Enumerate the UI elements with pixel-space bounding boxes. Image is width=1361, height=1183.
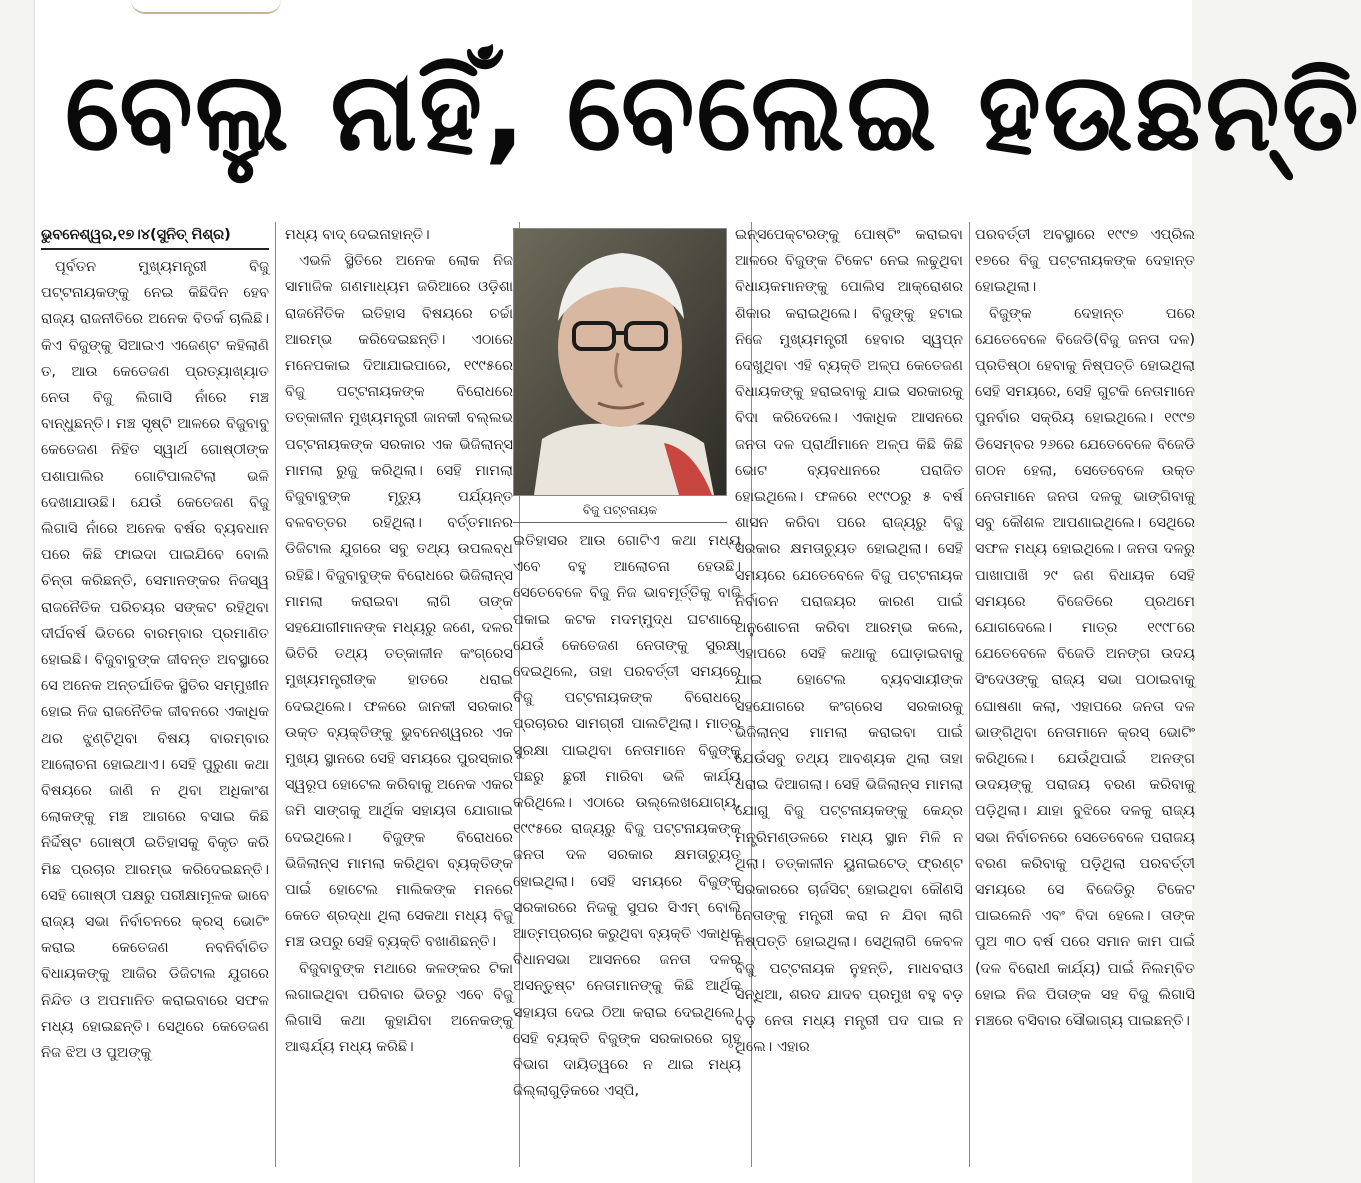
- article-column-4: [735, 222, 963, 1167]
- column-divider: [969, 222, 970, 1167]
- newspaper-page: [34, 0, 1361, 1183]
- paragraph: ମଧ୍ୟ ବାଦ୍ ଦେଇନାହାନ୍ତି।: [285, 227, 430, 243]
- paragraph: ପରବର୍ତ୍ତୀ ଅବସ୍ଥାରେ ୧୯୯୭ ଏପ୍ରିଲ ୧୭ରେ ବିଜୁ ପଟ୍ଟନାୟକଙ୍କ ଦେହାନ୍ତ ହୋଇଥିଲା।: [975, 227, 1195, 296]
- article-column-2: [285, 222, 513, 1167]
- photo-caption: ବିଜୁ ପଟ୍ଟନାୟକ: [513, 498, 727, 523]
- paragraph: ଏଭଳି ସ୍ଥିତିରେ ଅନେକ ଲୋକ ନିଜ ସାମାଜିକ ଗଣମାଧ୍ୟମ ଜରିଆରେ ଓଡ଼ିଶା ରାଜନୈତିକ ଇତିହାସ ବିଷୟରେ ଚର୍ଚ୍ଚା ଆରମ୍ଭ କରିଦେଇଛନ୍ତି। ଏଠାରେ ମନେପକାଇ ଦିଆଯାଇପାରେ, ୧୯୯୫ରେ ବିଜୁ ପଟ୍ଟନାୟକଙ୍କ ବିରୋଧରେ ତତ୍କାଳୀନ ମୁଖ୍ୟମନ୍ତ୍ରୀ ଜାନକୀ ବଲ୍ଲଭ ପଟ୍ଟନାୟକଙ୍କ ସରକାର ଏକ ଭିଜିଲାନ୍ସ ମାମଲା ରୁଜୁ କରିଥିଲା। ସେହି ମାମଲା ବିଜୁବାବୁଙ୍କ ମୃତ୍ୟୁ ପର୍ଯ୍ୟନ୍ତ ବଳବତ୍ତର ରହିଥିଲା। ବର୍ତ୍ତମାନର ଡିଜିଟାଲ ଯୁଗରେ ସବୁ ତଥ୍ୟ ଉପଲବ୍ଧ ରହିଛି। ବିଜୁବାବୁଙ୍କ ବିରୋଧରେ ଭିଜିଲାନ୍ସ ମାମଲା କରାଇବା ଲାଗି ତାଙ୍କ ସହଯୋଗୀମାନଙ୍କ ମଧ୍ୟରୁ ଜଣେ, ଦଳର ଭିତିରି ତଥ୍ୟ ତତ୍କାଳୀନ କଂଗ୍ରେସ ମୁଖ୍ୟମନ୍ତ୍ରୀଙ୍କ ହାତରେ ଧରାଇ ଦେଇଥିଲେ। ଫଳରେ ଜାନକୀ ସରକାର ଉକ୍ତ ବ୍ୟକ୍ତିଙ୍କୁ ଭୁବନେଶ୍ୱରର ଏକ ମୁଖ୍ୟ ସ୍ଥାନରେ ସେହି ସମୟରେ ପୁରସ୍କାର ସ୍ୱରୂପ ହୋଟେଲ କରିବାକୁ ଅନେକ ଏକର ଜମି ସାଙ୍ଗକୁ ଆର୍ଥିକ ସହାୟତା ଯୋଗାଇ ଦେଇଥିଲେ। ବିଜୁଙ୍କ ବିରୋଧରେ ଭିଜିଲାନ୍ସ ମାମଲା କରିଥିବା ବ୍ୟକ୍ତିଙ୍କ ପାଇଁ ହୋଟେଲ ମାଲିକଙ୍କ ମନରେ କେତେ ଶ୍ରଦ୍ଧା ଥିଲା ସେକଥା ମଧ୍ୟ ବିଜୁ ମଞ୍ଚ ଉପରୁ ସେହି ବ୍ୟକ୍ତି ବଖାଣିଛନ୍ତି।: [285, 253, 513, 951]
- article-column-3: [513, 528, 741, 1167]
- paragraph: ଇନ୍ସପେକ୍ଟରଙ୍କୁ ପୋଷ୍ଟିଂ କରାଇବା ଆଳରେ ବିଜୁଙ୍କ ଟିକେଟ ନେଇ ଲଢୁଥିବା ବିଧାୟକମାନଙ୍କୁ ପୋଲିସ ଆକ୍ରୋଶର ଶିକାର କରାଇଥିଲେ। ବିଜୁଙ୍କୁ ହଟାଇ ନିଜେ ମୁଖ୍ୟମନ୍ତ୍ରୀ ହେବାର ସ୍ୱପ୍ନ ଦେଖୁଥିବା ଏହି ବ୍ୟକ୍ତି ଅଳ୍ପ କେତେଜଣ ବିଧାୟକଙ୍କୁ ହରାଇବାକୁ ଯାଇ ସରକାରକୁ ବିଦା କରିଦେଲେ। ଏକାଧିକ ଆସନରେ ଜନତା ଦଳ ପ୍ରାର୍ଥୀମାନେ ଅଳ୍ପ କିଛି କିଛି ଭୋଟ ବ୍ୟବଧାନରେ ପରାଜିତ ହୋଇଥିଲେ। ଫଳରେ ୧୯୯୦ରୁ ୫ ବର୍ଷ ଶାସନ କରିବା ପରେ ରାଜ୍ୟରୁ ବିଜୁ ସରକାର କ୍ଷମତାଚ୍ୟୁତ ହୋଇଥିଲା। ସେହି ସମୟରେ ଯେତେବେଳେ ବିଜୁ ପଟ୍ଟନାୟକ ନିର୍ବାଚନ ପରାଜୟର କାରଣ ପାଇଁ ଅନୁଶୋଚନା କରିବା ଆରମ୍ଭ କଲେ, ଏହାପରେ ସେହି କଥାକୁ ଘୋଡ଼ାଇବାକୁ ଯାଇ ହୋଟେଲ ବ୍ୟବସାୟୀଙ୍କ ସହଯୋଗରେ କଂଗ୍ରେସ ସରକାରକୁ ଭିଜିଲାନ୍ସ ମାମଲା କରାଇବା ପାଇଁ ଯେଉଁସବୁ ତଥ୍ୟ ଆବଶ୍ୟକ ଥିଲା ତାହା ଧରାଇ ଦିଆଗଲା। ସେହି ଭିଜିଲାନ୍ସ ମାମଲା ଯୋଗୁ ବିଜୁ ପଟ୍ଟନାୟକଙ୍କୁ କେନ୍ଦ୍ର ମନ୍ତ୍ରିମଣ୍ଡଳରେ ମଧ୍ୟ ସ୍ଥାନ ମିଳି ନ ଥିଲା। ତତ୍କାଳୀନ ୟୁନାଇଟେଡ୍ ଫ୍ରଣ୍ଟ ସରକାରରେ ଚାର୍ଜସିଟ୍ ହୋଇଥିବା କୌଣସି ନେତାଙ୍କୁ ମନ୍ତ୍ରୀ କରା ନ ଯିବା ଲାଗି ନିଷ୍ପତ୍ତି ହୋଇଥିଲା। ସେଥିଲାଗି କେବଳ ବିଜୁ ପଟ୍ଟନାୟକ ନୁହନ୍ତି, ମାଧବରାଓ ସିନ୍ଧିଆ, ଶରଦ ଯାଦବ ପ୍ରମୁଖ ବହୁ ବଡ଼ ବଡ଼ ନେତା ମଧ୍ୟ ମନ୍ତ୍ରୀ ପଦ ପାଇ ନ ଥିଲେ। ଏହାର: [735, 227, 963, 1056]
- paragraph: ପୂର୍ବତନ ମୁଖ୍ୟମନ୍ତ୍ରୀ ବିଜୁ ପଟ୍ଟନାୟକଙ୍କୁ ନେଇ କିଛିଦିନ ହେବ ରାଜ୍ୟ ରାଜନୀତିରେ ଅନେକ ବିତର୍କ ଚାଲିଛି। କିଏ ବିଜୁଙ୍କୁ ସିଆଇଏ ଏଜେଣ୍ଟ କହିଲାଣି ତ, ଆଉ କେତେଜଣ ପ୍ରତ୍ୟାଖ୍ୟାତ ନେତା ବିଜୁ ଲିଗାସି ନାଁରେ ମଞ୍ଚ ବାନ୍ଧୁଛନ୍ତି। ମଞ୍ଚ ସୃଷ୍ଟି ଆଳରେ ବିଜୁବାବୁ କେତେଜଣ ନିହିତ ସ୍ୱାର୍ଥ ଗୋଷ୍ଠୀଙ୍କ ପଶାପାଲିର ଗୋଟିପାଲଟିଲା ଭଳି ଦେଖାଯାଉଛି। ଯେଉଁ କେତେଜଣ ବିଜୁ ଲିଗାସି ନାଁରେ ଅନେକ ବର୍ଷର ବ୍ୟବଧାନ ପରେ କିଛି ଫାଇଦା ପାଇଯିବେ ବୋଲି ଚିନ୍ତା କରିଛନ୍ତି, ସେମାନଙ୍କର ନିଜସ୍ୱ ରାଜନୈତିକ ପରିଚୟର ସଙ୍କଟ ରହିଥିବା ଦୀର୍ଘବର୍ଷ ଭିତରେ ବାରମ୍ବାର ପ୍ରମାଣିତ ହୋଇଛି। ବିଜୁବାବୁଙ୍କ ଜୀବନ୍ତ ଅବସ୍ଥାରେ ସେ ଅନେକ ଅନ୍ତର୍ଘାତିକ ସ୍ଥିତିର ସମ୍ମୁଖୀନ ହୋଇ ନିଜ ରାଜନୈତିକ ଜୀବନରେ ଏକାଧିକ ଥର ଝୁଣ୍ଟିଥିବା ବିଷୟ ବାରମ୍ବାର ଆଲୋଚନା ହୋଇଥାଏ। ସେହି ପୁରୁଣା କଥା ବିଷୟରେ ଜାଣି ନ ଥିବା ଅଧିକାଂଶ ଲୋକଙ୍କୁ ମଞ୍ଚ ଆଗରେ ବସାଇ କିଛି ନିର୍ଦ୍ଦିଷ୍ଟ ଗୋଷ୍ଠୀ ଇତିହାସକୁ ବିକୃତ କରି ମିଛ ପ୍ରଚାର ଆରମ୍ଭ କରିଦେଇଛନ୍ତି। ସେହି ଗୋଷ୍ଠୀ ପକ୍ଷରୁ ପରୀକ୍ଷାମୂଳକ ଭାବେ ରାଜ୍ୟ ସଭା ନିର୍ବାଚନରେ କ୍ରସ୍ ଭୋଟିଂ କରାଇ କେତେଜଣ ନବନିର୍ବାଚିତ ବିଧାୟକଙ୍କୁ ଆଜିର ଡିଜିଟାଲ ଯୁଗରେ ନିନ୍ଦିତ ଓ ଅପମାନିତ କରାଇବାରେ ସଫଳ ମଧ୍ୟ ହୋଇଛନ୍ତି। ସେଥିରେ କେତେଜଣ ନିଜ ଝିଅ ଓ ପୁଅଙ୍କୁ: [41, 259, 269, 1062]
- article-column-1: [41, 222, 269, 1167]
- byline: ଭୁବନେଶ୍ୱର,୧୭।୪(ସୁନିତ୍ ମିଶ୍ର): [41, 222, 269, 250]
- paragraph: ଇତିହାସର ଆଉ ଗୋଟିଏ କଥା ମଧ୍ୟ ଏବେ ବହୁ ଆଲୋଚନା ହେଉଛି। ସେତେବେଳେ ବିଜୁ ନିଜ ଭାବମୂର୍ତ୍ତିକୁ ବାଜି ପକାଇ କଟକ ମଦମ୍ମୁଦ୍ଧ ଘଟଣାରେ ଯେଉଁ କେତେଜଣ ନେତାଙ୍କୁ ସୁରକ୍ଷା ଦେଇଥିଲେ, ତାହା ପରବର୍ତ୍ତୀ ସମୟରେ ବିଜୁ ପଟ୍ଟନାୟକଙ୍କ ବିରୋଧରେ ପ୍ରଚାରର ସାମଗ୍ରୀ ପାଲଟିଥିଲା। ମାତ୍ର ସୁରକ୍ଷା ପାଇଥିବା ନେତାମାନେ ବିଜୁଙ୍କୁ ପଛରୁ ଛୁରୀ ମାରିବା ଭଳି କାର୍ଯ୍ୟ କରିଥିଲେ। ଏଠାରେ ଉଲ୍ଲେଖଯୋଗ୍ୟ, ୧୯୯୫ରେ ରାଜ୍ୟରୁ ବିଜୁ ପଟ୍ଟନାୟକଙ୍କ ଜନତା ଦଳ ସରକାର କ୍ଷମତାଚ୍ୟୁତ ହୋଇଥିଲା। ସେହି ସମୟରେ ବିଜୁଙ୍କ ସରକାରରେ ନିଜକୁ ସୁପର ସିଏମ୍ ବୋଲି ଆତ୍ମପ୍ରଚାର କରୁଥିବା ବ୍ୟକ୍ତି ଏକାଧିକ ବିଧାନସଭା ଆସନରେ ଜନତା ଦଳର ଅସନ୍ତୁଷ୍ଟ ନେତାମାନଙ୍କୁ କିଛି ଆର୍ଥିକ ସହାୟତା ଦେଇ ଠିଆ କରାଇ ଦେଇଥିଲେ। ସେହି ବ୍ୟକ୍ତି ବିଜୁଙ୍କ ସରକାରରେ ଗୃହ ବିଭାଗ ଦାୟିତ୍ୱରେ ନ ଥାଇ ମଧ୍ୟ ଜିଲ୍ଲାଗୁଡ଼ିକରେ ଏସ୍‌ପି,: [513, 533, 741, 1100]
- photo-block: [513, 228, 727, 524]
- headline: ବେଲୁ ନାହିଁ, ବେଲେଇ ହଉଛନ୍ତି: [65, 50, 1361, 175]
- paragraph: ବିଜୁଙ୍କ ଦେହାନ୍ତ ପରେ ଯେତେବେଳେ ବିଜେଡି(ବିଜୁ ଜନତା ଦଳ) ପ୍ରତିଷ୍ଠା ହେବାକୁ ନିଷ୍ପତ୍ତି ହୋଇଥିଲା ସେହି ସମୟରେ, ସେହି ଗୁଟକି ନେତାମାନେ ପୁନର୍ବାର ସକ୍ରିୟ ହୋଇଥିଲେ। ୧୯୯୭ ଡିସେମ୍ବର ୨୬ରେ ଯେତେବେଳେ ବିଜେଡି ଗଠନ ହେଲା, ସେତେବେଳେ ଉକ୍ତ ନେତାମାନେ ଜନତା ଦଳକୁ ଭାଙ୍ଗିବାକୁ ସବୁ କୌଶଳ ଆପଣାଇଥିଲେ। ସେଥିରେ ସଫଳ ମଧ୍ୟ ହୋଇଥିଲେ। ଜନତା ଦଳରୁ ପାଖାପାଖି ୨୯ ଜଣ ବିଧାୟକ ସେହି ସମୟରେ ବିଜେଡିରେ ପ୍ରଥମେ ଯୋଗଦେଲେ। ମାତ୍ର ୧୯୯୮ରେ ଯେତେବେଳେ ବିଜେଡି ଅନଙ୍ଗ ଉଦୟ ସିଂଦେଓଙ୍କୁ ରାଜ୍ୟ ସଭା ପଠାଇବାକୁ ଘୋଷଣା କଲା, ଏହାପରେ ଜନତା ଦଳ ଭାଙ୍ଗିଥିବା ନେତାମାନେ କ୍ରସ୍ ଭୋଟିଂ କରିଥିଲେ। ଯେଉଁଥିପାଇଁ ଅନଙ୍ଗ ଉଦୟଙ୍କୁ ପରାଜୟ ବରଣ କରିବାକୁ ପଡ଼ିଥିଲା। ଯାହା ବୁଝିରେ ଦଳକୁ ରାଜ୍ୟ ସଭା ନିର୍ବାଚନରେ ସେତେବେଳେ ପରାଜୟ ବରଣ କରିବାକୁ ପଡ଼ିଥିଲା ପରବର୍ତ୍ତୀ ସମୟରେ ସେ ବିଜେଡିରୁ ଟିକେଟ ପାଇଲେନି ଏବଂ ବିଦା ହେଲେ। ତାଙ୍କ ପୁଅ ୩୦ ବର୍ଷ ପରେ ସମାନ କାମ ପାଇଁ (ଦଳ ବିରୋଧୀ କାର୍ଯ୍ୟ) ପାଇଁ ନିଲମ୍ବିତ ହୋଇ ନିଜ ପିତାଙ୍କ ସହ ବିଜୁ ଲିଗାସି ମଞ୍ଚରେ ବସିବାର ସୌଭାଗ୍ୟ ପାଇଛନ୍ତି।: [975, 305, 1195, 1030]
- paragraph: ବିଜୁବାବୁଙ୍କ ମଥାରେ କଳଙ୍କର ଟିକା ଲଗାଇଥିବା ପରିବାର ଭିତରୁ ଏବେ ବିଜୁ ଲିଗାସି କଥା କୁହାଯିବା ଅନେକଙ୍କୁ ଆଶ୍ଚର୍ଯ୍ୟ ମଧ୍ୟ କରିଛି।: [285, 960, 513, 1056]
- column-divider: [275, 222, 276, 1167]
- portrait-illustration: [514, 229, 726, 495]
- portrait-photo: [513, 228, 727, 496]
- masthead-ornament: [131, 0, 281, 14]
- next-headline-fragment: [35, 1168, 1192, 1183]
- article-column-5: [975, 222, 1195, 1167]
